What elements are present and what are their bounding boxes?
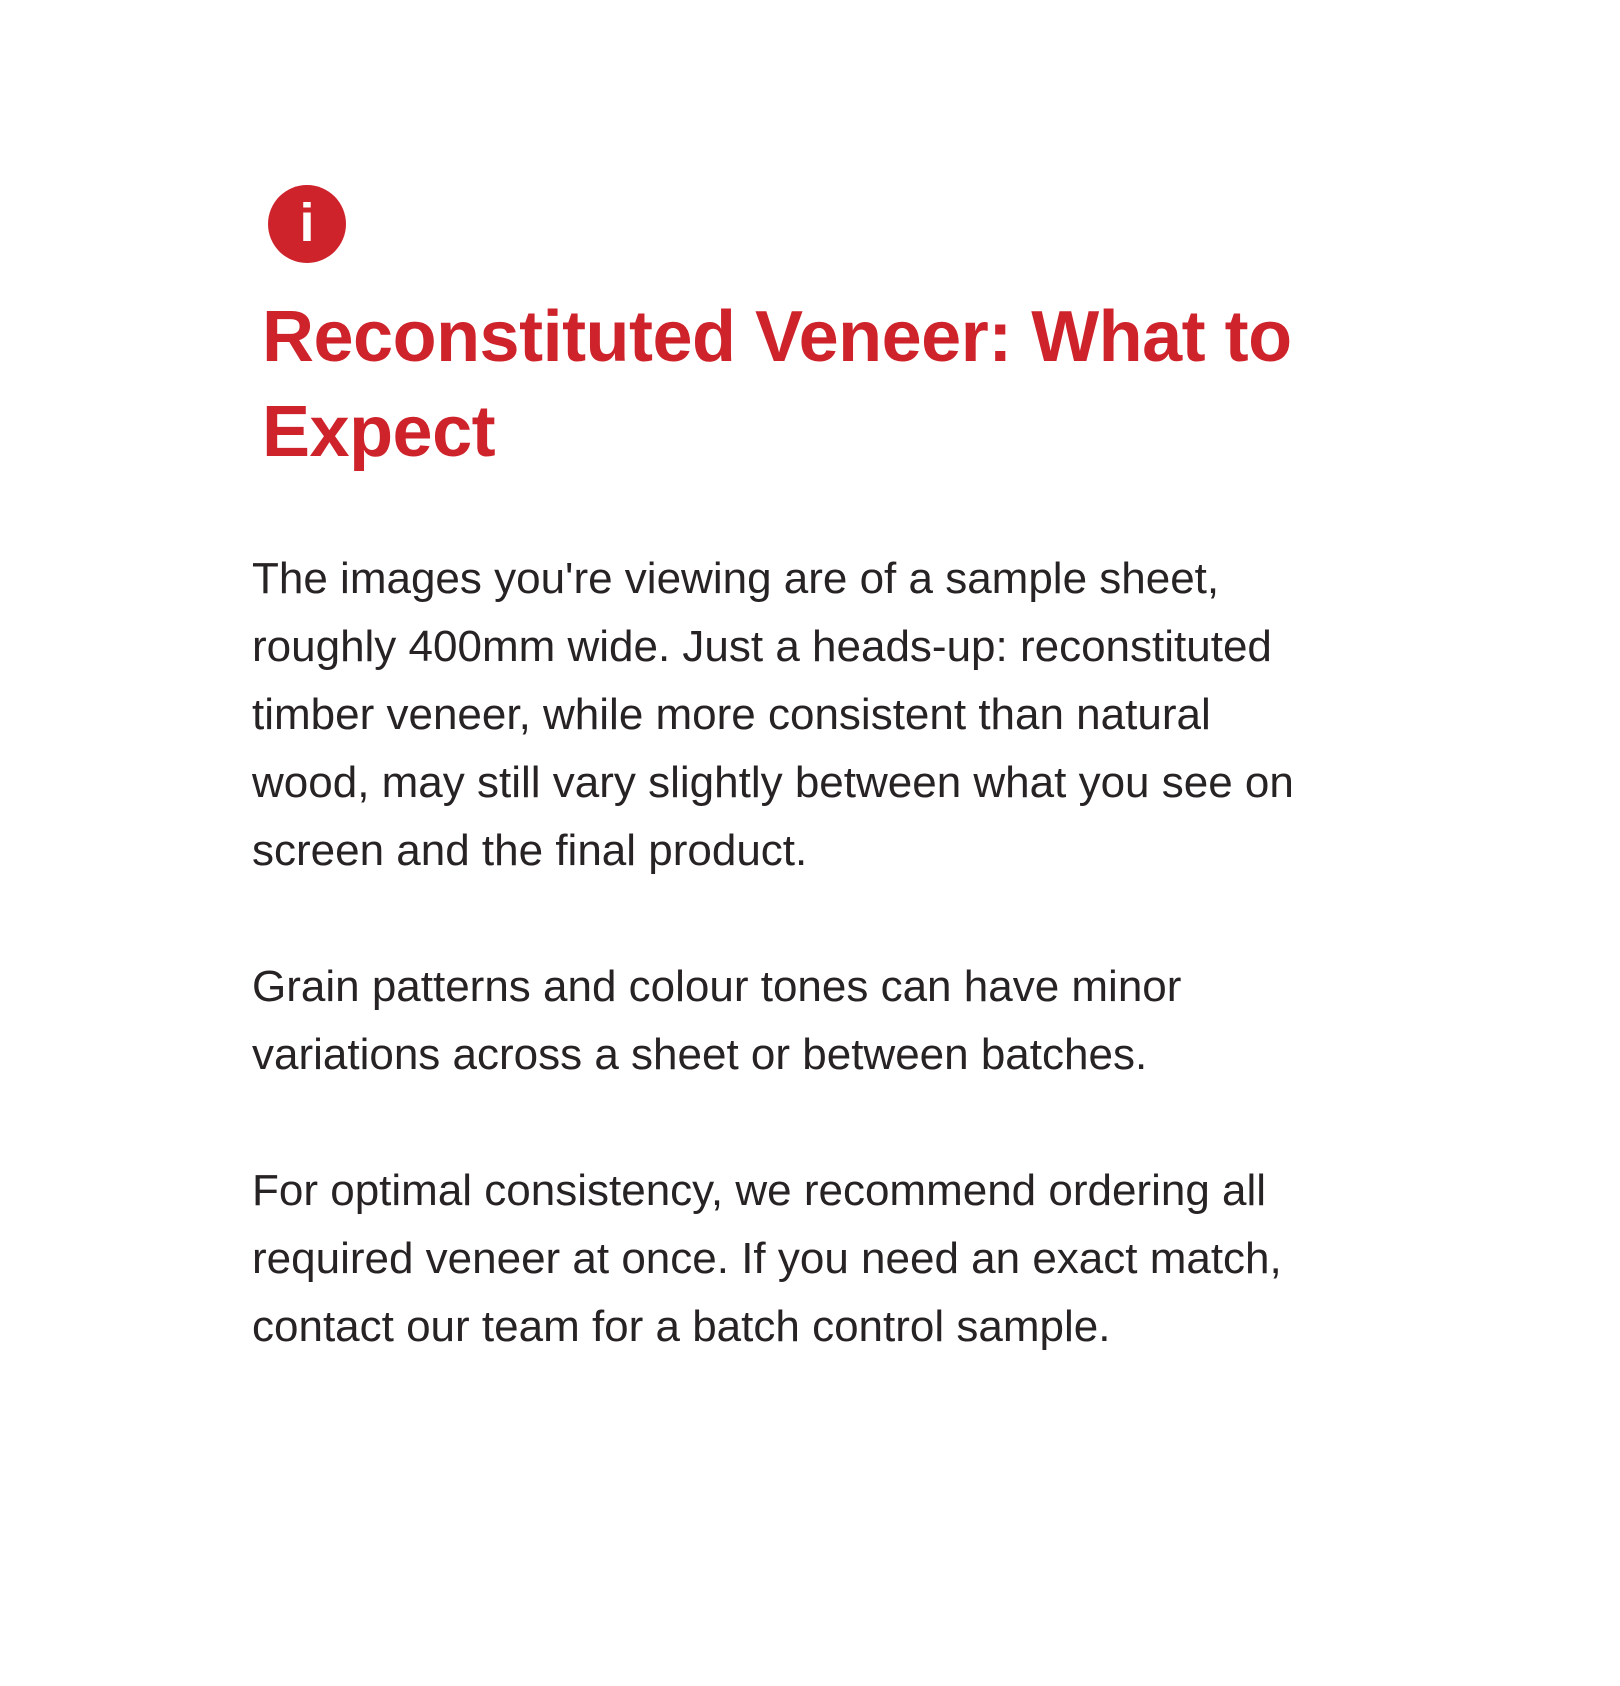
body-copy (252, 545, 1322, 1361)
info-section (252, 185, 1322, 1361)
page-title: Reconstituted Veneer: What to Expect (262, 297, 1292, 473)
info-icon (268, 185, 346, 263)
paragraph-grain-variation: Grain patterns and colour tones can have minor variations across a sheet or between batches. (252, 962, 1182, 1080)
paragraph-ordering-advice: For optimal consistency, we recommend ordering all required veneer at once. If you need an exact match, contact our team for a batch control sample. (252, 1166, 1282, 1352)
info-icon-glyph: i (299, 193, 315, 253)
paragraph-sample-sheet: The images you're viewing are of a sample sheet, roughly 400mm wide. Just a heads-up: reconstituted timber veneer, while more consistent than natural wood, may still vary slightly between what you see on screen and the final product. (252, 554, 1294, 876)
